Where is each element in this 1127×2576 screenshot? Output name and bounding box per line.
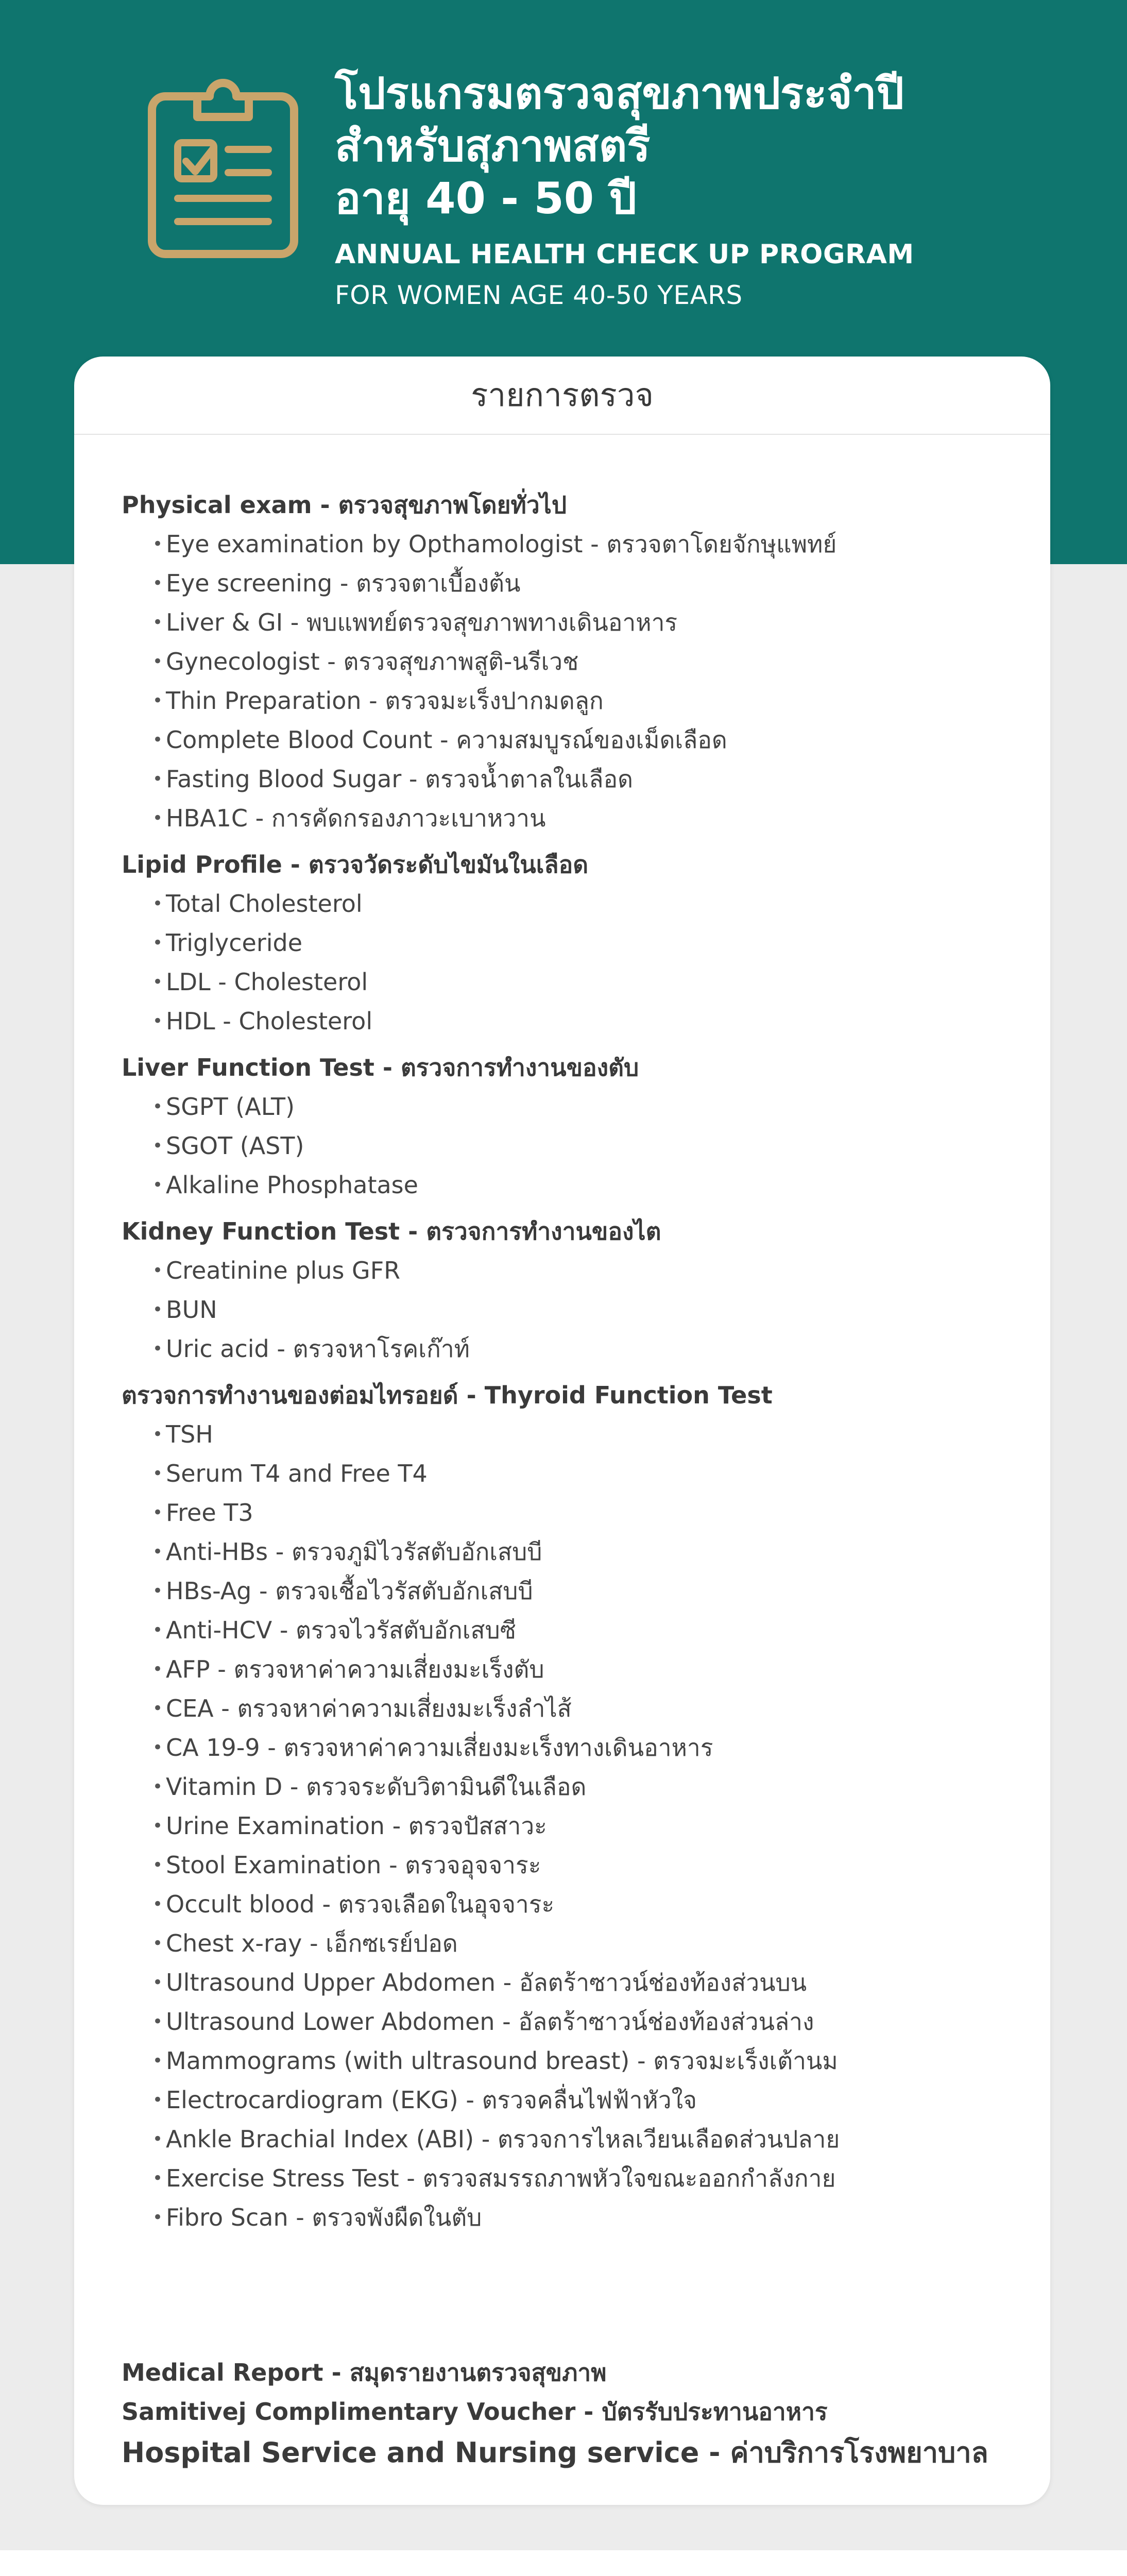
bullet-icon: •	[152, 1581, 163, 1601]
included-item-voucher: Samitivej Complimentary Voucher - บัตรรับประทานอาหาร	[122, 2398, 828, 2426]
section-title: Lipid Profile - ตรวจวัดระดับไขมันในเลือด	[122, 851, 589, 878]
list-item-label: Stool Examination - ตรวจอุจจาระ	[166, 1851, 541, 1879]
list-item	[152, 1806, 1019, 1845]
section-items	[122, 524, 1019, 838]
section-title: ตรวจการทำงานของต่อมไทรอยด์ - Thyroid Function Test	[122, 1381, 773, 1409]
list-item-label: Occult blood - ตรวจเลือดในอุจจาระ	[166, 1890, 555, 1918]
list-item	[152, 1532, 1019, 1571]
list-item	[152, 1845, 1019, 1885]
bullet-icon: •	[152, 1972, 163, 1993]
bullet-icon: •	[152, 1894, 163, 1914]
bullet-icon: •	[152, 2129, 163, 2149]
list-item	[152, 1571, 1019, 1611]
footer-bar	[0, 2550, 1127, 2576]
section	[122, 1376, 1019, 2237]
list-item	[152, 923, 1019, 962]
list-item-label: HDL - Cholesterol	[166, 1007, 373, 1035]
list-item	[152, 1002, 1019, 1041]
clipboard-checklist-icon	[146, 70, 300, 260]
bullet-icon: •	[152, 1933, 163, 1954]
bullet-icon: •	[152, 1338, 163, 1359]
list-item	[152, 1924, 1019, 1963]
bullet-icon: •	[152, 933, 163, 953]
list-item-label: LDL - Cholesterol	[166, 968, 368, 996]
bullet-icon: •	[152, 1424, 163, 1445]
title-block	[335, 67, 1056, 310]
list-item	[152, 1329, 1019, 1368]
list-item	[152, 2080, 1019, 2120]
section-title: Liver Function Test - ตรวจการทำงานของตับ	[122, 1054, 639, 1081]
section-items	[122, 1251, 1019, 1368]
section-items	[122, 1087, 1019, 1205]
list-item	[152, 962, 1019, 1002]
list-item	[152, 1290, 1019, 1329]
included-services	[122, 2353, 1019, 2475]
list-item-label: Fasting Blood Sugar - ตรวจน้ำตาลในเลือด	[166, 765, 633, 793]
list-item	[152, 603, 1019, 642]
bullet-icon: •	[152, 2207, 163, 2228]
list-item-label: Creatinine plus GFR	[166, 1257, 401, 1284]
card-heading: รายการตรวจ	[74, 357, 1050, 435]
bullet-icon: •	[152, 1011, 163, 1031]
list-item-label: Thin Preparation - ตรวจมะเร็งปากมดลูก	[166, 687, 604, 715]
list-item-label: Urine Examination - ตรวจปัสสาวะ	[166, 1812, 547, 1840]
list-item-label: Anti-HBs - ตรวจภูมิไวรัสตับอักเสบบี	[166, 1538, 542, 1566]
list-item-label: Anti-HCV - ตรวจไวรัสตับอักเสบซี	[166, 1616, 516, 1644]
list-item-label: SGOT (AST)	[166, 1132, 304, 1160]
bullet-icon: •	[152, 1299, 163, 1320]
list-item	[152, 1963, 1019, 2002]
list-item	[152, 1415, 1019, 1454]
bullet-icon: •	[152, 2090, 163, 2110]
list-item-label: Vitamin D - ตรวจระดับวิตามินดีในเลือด	[166, 1773, 587, 1801]
list-item-label: HBs-Ag - ตรวจเชื้อไวรัสตับอักเสบบี	[166, 1577, 533, 1605]
list-item-label: Serum T4 and Free T4	[166, 1460, 428, 1487]
bullet-icon: •	[152, 893, 163, 914]
list-item	[152, 524, 1019, 564]
page-title-th-line3: อายุ 40 - 50 ปี	[335, 173, 637, 224]
page-subtitle-en: FOR WOMEN AGE 40-50 YEARS	[335, 280, 743, 310]
bullet-icon: •	[152, 1776, 163, 1797]
list-item-label: Chest x-ray - เอ็กซเรย์ปอด	[166, 1929, 458, 1957]
checkup-items-card	[74, 357, 1050, 2505]
list-item-label: Ultrasound Lower Abdomen - อัลตร้าซาวน์ช่องท้องส่วนล่าง	[166, 2008, 814, 2036]
list-item	[152, 2198, 1019, 2237]
list-item-label: Complete Blood Count - ความสมบูรณ์ของเม็ดเลือด	[166, 726, 727, 754]
list-item-label: Ankle Brachial Index (ABI) - ตรวจการไหลเวียนเลือดส่วนปลาย	[166, 2125, 840, 2153]
page-title-en: ANNUAL HEALTH CHECK UP PROGRAM	[335, 239, 914, 270]
bullet-icon: •	[152, 1136, 163, 1156]
bullet-icon: •	[152, 1502, 163, 1523]
list-item	[152, 759, 1019, 799]
list-item	[152, 1493, 1019, 1532]
section	[122, 1048, 1019, 1205]
list-item-label: Electrocardiogram (EKG) - ตรวจคลื่นไฟฟ้าหัวใจ	[166, 2086, 697, 2114]
sections-list	[122, 485, 1019, 2241]
list-item-label: Eye screening - ตรวจตาเบื้องต้น	[166, 569, 521, 597]
section-items	[122, 1415, 1019, 2237]
list-item-label: CEA - ตรวจหาค่าความเสี่ยงมะเร็งลำไส้	[166, 1694, 572, 1722]
bullet-icon: •	[152, 1659, 163, 1680]
page-title-th-line1: โปรแกรมตรวจสุขภาพประจำปี	[335, 68, 904, 118]
list-item	[152, 720, 1019, 759]
bullet-icon: •	[152, 573, 163, 594]
list-item-label: Exercise Stress Test - ตรวจสมรรถภาพหัวใจขณะออกกำลังกาย	[166, 2164, 836, 2192]
list-item-label: BUN	[166, 1296, 217, 1324]
list-item	[152, 642, 1019, 681]
bullet-icon: •	[152, 612, 163, 633]
list-item	[152, 1126, 1019, 1165]
bullet-icon: •	[152, 769, 163, 789]
list-item	[152, 1650, 1019, 1689]
bullet-icon: •	[152, 1620, 163, 1640]
bullet-icon: •	[152, 1816, 163, 1836]
bullet-icon: •	[152, 1698, 163, 1719]
bullet-icon: •	[152, 1463, 163, 1484]
list-item	[152, 1611, 1019, 1650]
list-item	[152, 1454, 1019, 1493]
section-items	[122, 884, 1019, 1041]
bullet-icon: •	[152, 1260, 163, 1281]
list-item	[152, 1165, 1019, 1205]
bullet-icon: •	[152, 808, 163, 828]
list-item-label: Total Cholesterol	[166, 890, 363, 918]
page-title-th-line2: สำหรับสุภาพสตรี	[335, 121, 651, 171]
section-title: Kidney Function Test - ตรวจการทำงานของไต	[122, 1217, 661, 1245]
list-item-label: Ultrasound Upper Abdomen - อัลตร้าซาวน์ช่องท้องส่วนบน	[166, 1969, 807, 1996]
included-item-hospital-service: Hospital Service and Nursing service - ค่าบริการโรงพยาบาล	[122, 2436, 988, 2469]
bullet-icon: •	[152, 651, 163, 672]
bullet-icon: •	[152, 1737, 163, 1758]
section-title: Physical exam - ตรวจสุขภาพโดยทั่วไป	[122, 491, 567, 519]
section	[122, 1212, 1019, 1368]
list-item-label: Liver & GI - พบแพทย์ตรวจสุขภาพทางเดินอาหาร	[166, 608, 678, 636]
list-item	[152, 1251, 1019, 1290]
list-item-label: Free T3	[166, 1499, 253, 1527]
bullet-icon: •	[152, 534, 163, 554]
bullet-icon: •	[152, 2050, 163, 2071]
list-item	[152, 1087, 1019, 1126]
list-item-label: Fibro Scan - ตรวจพังผืดในตับ	[166, 2204, 482, 2231]
section	[122, 845, 1019, 1041]
list-item-label: Mammograms (with ultrasound breast) - ตรวจมะเร็งเต้านม	[166, 2047, 838, 2075]
list-item-label: CA 19-9 - ตรวจหาค่าความเสี่ยงมะเร็งทางเดินอาหาร	[166, 1734, 713, 1761]
list-item-label: Eye examination by Opthamologist - ตรวจตาโดยจักษุแพทย์	[166, 530, 837, 558]
list-item-label: TSH	[166, 1420, 213, 1448]
bullet-icon: •	[152, 972, 163, 992]
list-item	[152, 884, 1019, 923]
included-item-medical-report: Medical Report - สมุดรายงานตรวจสุขภาพ	[122, 2359, 607, 2386]
list-item	[152, 1689, 1019, 1728]
list-item	[152, 2041, 1019, 2080]
list-item	[152, 2159, 1019, 2198]
list-item	[152, 1728, 1019, 1767]
list-item-label: SGPT (ALT)	[166, 1093, 295, 1121]
list-item-label: Gynecologist - ตรวจสุขภาพสูติ-นรีเวช	[166, 648, 579, 675]
list-item	[152, 2002, 1019, 2041]
bullet-icon: •	[152, 1096, 163, 1117]
list-item	[152, 799, 1019, 838]
bullet-icon: •	[152, 2168, 163, 2189]
list-item	[152, 681, 1019, 720]
bullet-icon: •	[152, 730, 163, 750]
bullet-icon: •	[152, 1175, 163, 1195]
list-item-label: Uric acid - ตรวจหาโรคเก๊าท์	[166, 1335, 470, 1363]
bullet-icon: •	[152, 1541, 163, 1562]
list-item	[152, 564, 1019, 603]
list-item	[152, 1885, 1019, 1924]
list-item-label: AFP - ตรวจหาค่าความเสี่ยงมะเร็งตับ	[166, 1655, 544, 1683]
bullet-icon: •	[152, 690, 163, 711]
list-item-label: HBA1C - การคัดกรองภาวะเบาหวาน	[166, 804, 546, 832]
list-item	[152, 1767, 1019, 1806]
list-item	[152, 2120, 1019, 2159]
list-item-label: Triglyceride	[166, 929, 303, 957]
section	[122, 485, 1019, 838]
bullet-icon: •	[152, 2011, 163, 2032]
list-item-label: Alkaline Phosphatase	[166, 1171, 418, 1199]
bullet-icon: •	[152, 1855, 163, 1875]
